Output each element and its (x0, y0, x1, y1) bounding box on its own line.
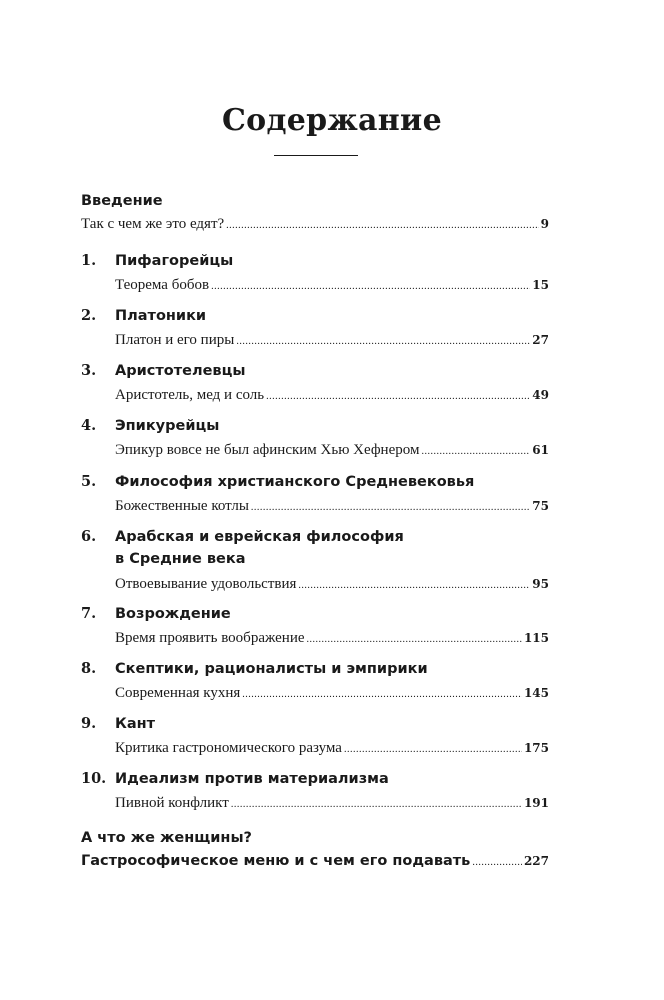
toc-entry-chapter-10[interactable] (115, 793, 549, 815)
toc-entry-chapter-2[interactable] (115, 330, 549, 352)
toc-page-number: 191 (523, 796, 549, 810)
dot-leader (307, 630, 522, 650)
toc-entry-final[interactable] (81, 851, 549, 873)
toc-page-number: 49 (532, 388, 549, 402)
chapter-title-continuation: в Средние века (115, 551, 246, 567)
chapter-number: 8. (81, 660, 97, 677)
chapter-title: Пифагорейцы (115, 253, 234, 269)
chapter-title: Эпикурейцы (115, 418, 220, 434)
toc-entry-chapter-5[interactable] (115, 496, 549, 518)
toc-entry-label: Так с чем же это едят? (81, 216, 225, 232)
chapter-number: 10. (81, 770, 107, 787)
toc-entry-label: Божественные котлы (115, 498, 249, 514)
toc-page-number: 227 (523, 854, 549, 868)
page-title: Содержание (222, 103, 442, 138)
toc-entry-label: Эпикур вовсе не был афинским Хью Хефнером (115, 442, 420, 458)
toc-entry-label: Время проявить воображение (115, 630, 305, 646)
toc-entry-label: Отвоевывание удовольствия (115, 576, 297, 592)
chapter-number: 6. (81, 528, 97, 545)
toc-entry-label: Современная кухня (115, 685, 241, 701)
closing-heading: А что же женщины? (81, 830, 252, 846)
chapter-number: 1. (81, 252, 97, 269)
toc-page-number: 27 (532, 333, 549, 347)
chapter-title: Скептики, рационалисты и эмпирики (115, 661, 428, 677)
toc-entry-chapter-7[interactable] (115, 628, 549, 650)
toc-page-number: 115 (523, 631, 549, 645)
chapter-title: Идеализм против материализма (115, 771, 389, 787)
toc-entry-chapter-8[interactable] (115, 683, 549, 705)
toc-entry-label: Теорема бобов (115, 277, 210, 293)
chapter-number: 7. (81, 605, 97, 622)
dot-leader (236, 332, 530, 352)
toc-entry-label: Платон и его пиры (115, 332, 235, 348)
intro-heading: Введение (81, 193, 163, 209)
dot-leader (251, 498, 530, 518)
chapter-title: Философия христианского Средневековья (115, 474, 475, 490)
toc-entry-intro[interactable] (81, 214, 549, 236)
toc-page-number: 175 (523, 741, 549, 755)
title-divider (274, 155, 358, 156)
chapter-number: 4. (81, 417, 97, 434)
toc-page-number: 95 (532, 577, 549, 591)
dot-leader (266, 387, 530, 407)
chapter-title: Возрождение (115, 606, 231, 622)
toc-entry-chapter-6[interactable] (115, 574, 549, 596)
dot-leader (421, 442, 530, 462)
toc-page-number: 15 (532, 278, 549, 292)
chapter-title: Аристотелевцы (115, 363, 246, 379)
toc-entry-label: Пивной конфликт (115, 795, 229, 811)
dot-leader (211, 277, 530, 297)
chapter-title: Платоники (115, 308, 207, 324)
toc-entry-chapter-4[interactable] (115, 440, 549, 462)
chapter-number: 5. (81, 473, 97, 490)
toc-entry-chapter-3[interactable] (115, 385, 549, 407)
toc-page-number: 9 (540, 217, 549, 231)
toc-entry-label: Критика гастрономического разума (115, 740, 342, 756)
chapter-number: 3. (81, 362, 97, 379)
toc-entry-chapter-9[interactable] (115, 738, 549, 760)
toc-page-number: 61 (532, 443, 549, 457)
dot-leader (226, 216, 538, 236)
chapter-number: 9. (81, 715, 97, 732)
dot-leader (242, 685, 522, 705)
chapter-number: 2. (81, 307, 97, 324)
dot-leader (344, 740, 522, 760)
toc-page-number: 75 (532, 499, 549, 513)
toc-entry-label: Аристотель, мед и соль (115, 387, 265, 403)
toc-page-number: 145 (523, 686, 549, 700)
dot-leader (231, 795, 522, 815)
toc-entry-chapter-1[interactable] (115, 275, 549, 297)
chapter-title: Кант (115, 716, 156, 732)
chapter-title: Арабская и еврейская философия (115, 529, 404, 545)
toc-entry-label: Гастрософическое меню и с чем его подавать (81, 853, 471, 869)
dot-leader (298, 576, 530, 596)
dot-leader (472, 853, 522, 873)
